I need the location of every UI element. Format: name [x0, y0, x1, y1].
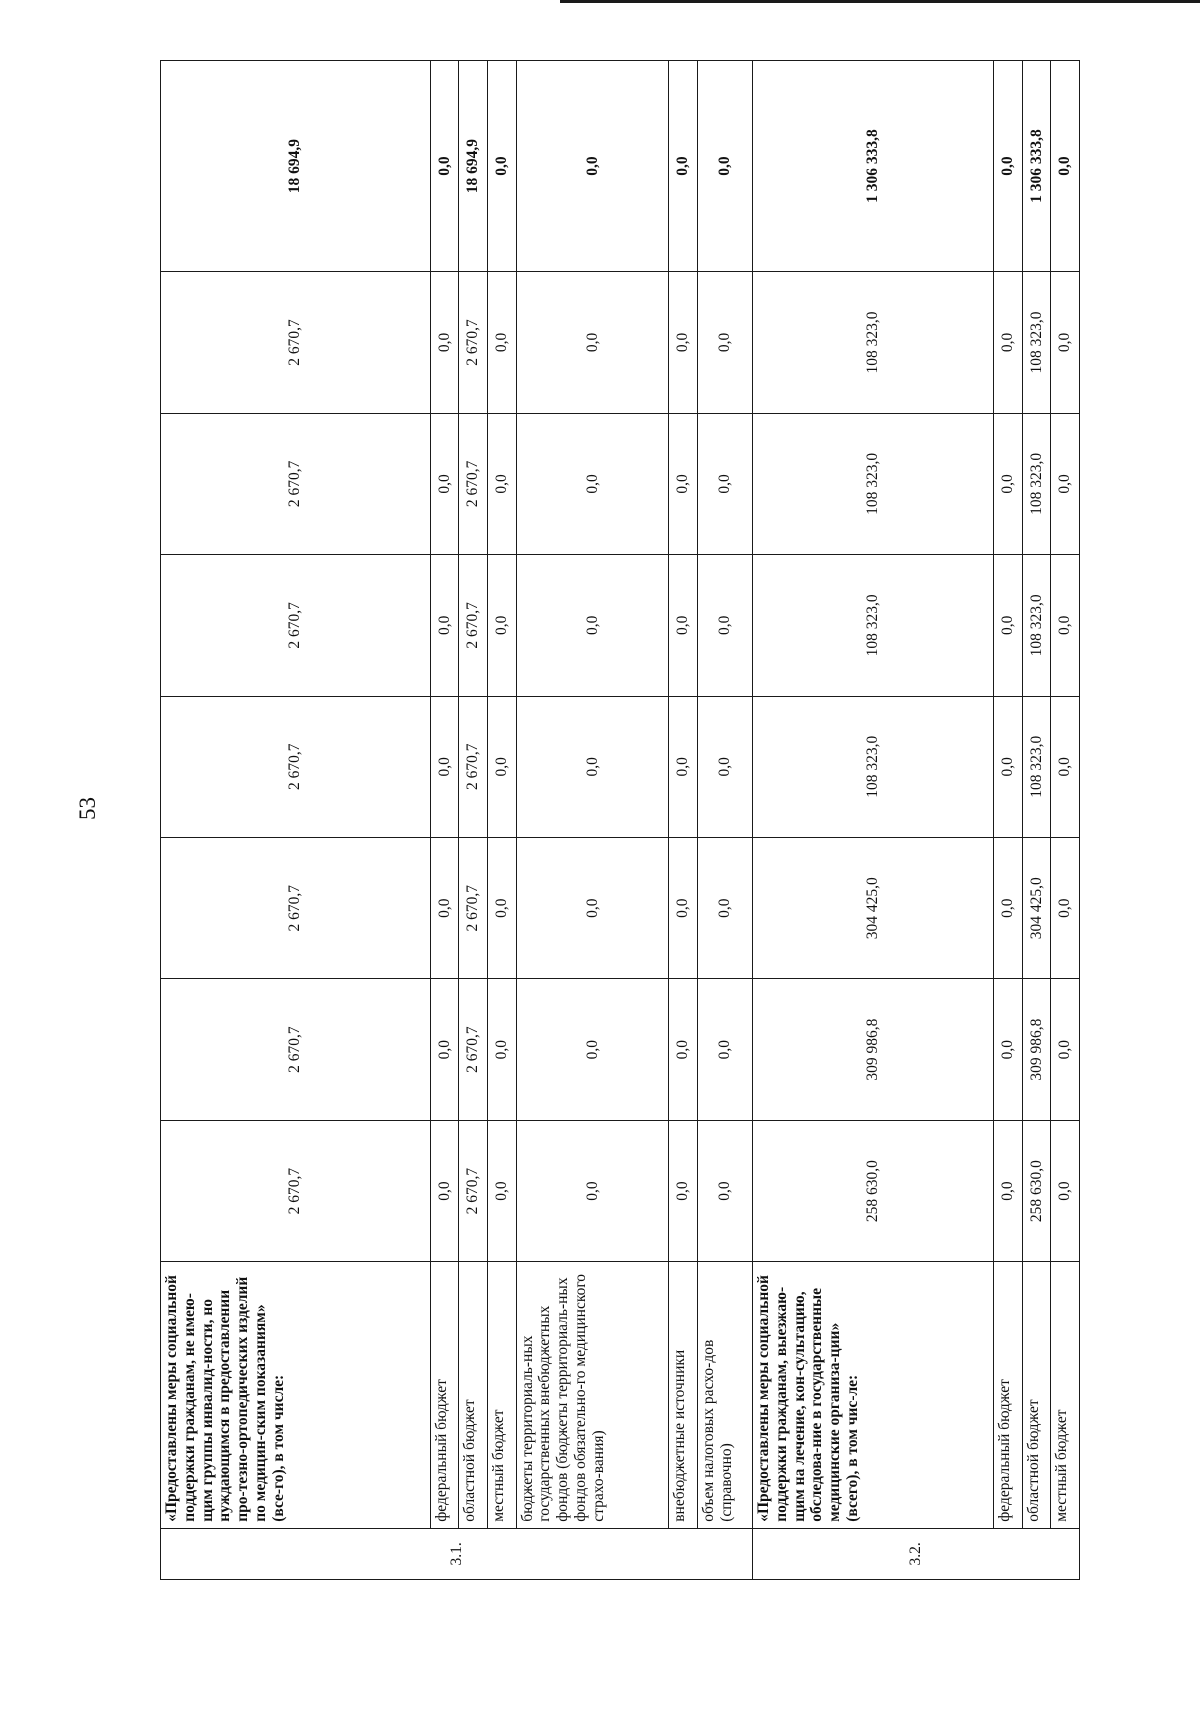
value-cell: 2 670,7: [459, 555, 488, 696]
value-cell: 0,0: [488, 696, 517, 837]
value-cell: 0,0: [698, 1120, 753, 1261]
value-cell: 0,0: [994, 413, 1023, 554]
funding-source-label: местный бюджет: [488, 1262, 517, 1528]
funding-source-row: [488, 61, 517, 1580]
funding-source-row: [459, 61, 488, 1580]
value-cell: 1 306 333,8: [1022, 61, 1051, 272]
funding-source-label: федеральный бюджет: [994, 1262, 1023, 1528]
value-cell: 2 670,7: [161, 979, 431, 1120]
value-cell: 0,0: [488, 1120, 517, 1261]
funding-source-row: [1051, 61, 1080, 1580]
value-cell: 304 425,0: [1022, 837, 1051, 978]
value-cell: 0,0: [994, 61, 1023, 272]
section-row: [161, 61, 431, 1580]
value-cell: 0,0: [698, 61, 753, 272]
value-cell: 2 670,7: [161, 555, 431, 696]
value-cell: 0,0: [430, 696, 459, 837]
value-cell: 18 694,9: [161, 61, 431, 272]
value-cell: 0,0: [669, 979, 698, 1120]
value-cell: 0,0: [698, 413, 753, 554]
value-cell: 0,0: [1051, 61, 1080, 272]
value-cell: 108 323,0: [1022, 696, 1051, 837]
value-cell: 0,0: [430, 1120, 459, 1261]
value-cell: 0,0: [669, 413, 698, 554]
value-cell: 0,0: [516, 61, 669, 272]
value-cell: 0,0: [994, 696, 1023, 837]
value-cell: 0,0: [516, 696, 669, 837]
value-cell: 0,0: [488, 413, 517, 554]
value-cell: 309 986,8: [752, 979, 993, 1120]
funding-source-row: [669, 61, 698, 1580]
budget-table: [160, 60, 1080, 1580]
funding-source-label: объем налоговых расхо-дов (справочно): [698, 1262, 753, 1528]
value-cell: 0,0: [1051, 272, 1080, 413]
value-cell: 0,0: [516, 413, 669, 554]
funding-source-label: областной бюджет: [1022, 1262, 1051, 1528]
value-cell: 0,0: [1051, 696, 1080, 837]
funding-source-label: внебюджетные источники: [669, 1262, 698, 1528]
funding-source-row: [698, 61, 753, 1580]
table-body: [161, 61, 1080, 1580]
value-cell: 108 323,0: [1022, 413, 1051, 554]
value-cell: 304 425,0: [752, 837, 993, 978]
value-cell: 0,0: [994, 979, 1023, 1120]
value-cell: 0,0: [698, 837, 753, 978]
value-cell: 0,0: [698, 272, 753, 413]
value-cell: 0,0: [430, 979, 459, 1120]
value-cell: 0,0: [1051, 413, 1080, 554]
value-cell: 0,0: [669, 61, 698, 272]
value-cell: 2 670,7: [459, 1120, 488, 1261]
top-edge-line: [560, 0, 1200, 3]
value-cell: 0,0: [669, 555, 698, 696]
value-cell: 0,0: [516, 837, 669, 978]
value-cell: 0,0: [430, 272, 459, 413]
value-cell: 108 323,0: [1022, 555, 1051, 696]
value-cell: 0,0: [1051, 837, 1080, 978]
value-cell: 2 670,7: [161, 1120, 431, 1261]
value-cell: 0,0: [430, 555, 459, 696]
section-title: «Предоставлены меры социальной поддержки гражданам, не имею-щим группы инвалид-ности, но нуждающимся в предоставлении про-тезно-ортопедических изделий по медицин-ским показаниям» (все-го), в том числе:: [161, 1262, 431, 1528]
value-cell: 0,0: [698, 696, 753, 837]
value-cell: 0,0: [698, 555, 753, 696]
value-cell: 0,0: [994, 1120, 1023, 1261]
funding-source-row: [1022, 61, 1051, 1580]
value-cell: 0,0: [516, 979, 669, 1120]
value-cell: 258 630,0: [1022, 1120, 1051, 1261]
value-cell: 2 670,7: [459, 837, 488, 978]
value-cell: 2 670,7: [161, 272, 431, 413]
funding-source-label: областной бюджет: [459, 1262, 488, 1528]
value-cell: 0,0: [516, 272, 669, 413]
section-title: «Предоставлены меры социальной поддержки гражданам, выезжаю-щим на лечение, кон-сультацию, обследова-ние в государственные медицинские организа-ции» (всего), в том чис-ле:: [752, 1262, 993, 1528]
value-cell: 0,0: [488, 979, 517, 1120]
rotated-table-wrapper: [160, 60, 1080, 1580]
value-cell: 0,0: [488, 272, 517, 413]
section-index: 3.1.: [161, 1528, 753, 1579]
value-cell: 0,0: [488, 837, 517, 978]
value-cell: 0,0: [430, 413, 459, 554]
value-cell: 0,0: [488, 555, 517, 696]
value-cell: 108 323,0: [752, 272, 993, 413]
value-cell: 0,0: [1051, 1120, 1080, 1261]
value-cell: 0,0: [994, 555, 1023, 696]
value-cell: 2 670,7: [459, 272, 488, 413]
value-cell: 2 670,7: [459, 696, 488, 837]
value-cell: 309 986,8: [1022, 979, 1051, 1120]
value-cell: 2 670,7: [161, 696, 431, 837]
value-cell: 0,0: [516, 1120, 669, 1261]
value-cell: 18 694,9: [459, 61, 488, 272]
value-cell: 2 670,7: [459, 979, 488, 1120]
value-cell: 2 670,7: [161, 413, 431, 554]
value-cell: 0,0: [669, 1120, 698, 1261]
value-cell: 0,0: [669, 837, 698, 978]
funding-source-label: бюджеты территориаль-ных государственных внебюджетных фондов (бюджеты территориаль-ных фондов обязательно-го медицинского страхо-вания): [516, 1262, 669, 1528]
value-cell: 108 323,0: [752, 555, 993, 696]
funding-source-row: [430, 61, 459, 1580]
value-cell: 0,0: [430, 61, 459, 272]
section-row: [752, 61, 993, 1580]
funding-source-label: федеральный бюджет: [430, 1262, 459, 1528]
page-number: 53: [75, 797, 100, 820]
section-index: 3.2.: [752, 1528, 1079, 1579]
value-cell: 0,0: [698, 979, 753, 1120]
value-cell: 108 323,0: [752, 696, 993, 837]
value-cell: 258 630,0: [752, 1120, 993, 1261]
value-cell: 0,0: [994, 272, 1023, 413]
value-cell: 0,0: [1051, 979, 1080, 1120]
value-cell: 0,0: [669, 696, 698, 837]
funding-source-row: [516, 61, 669, 1580]
value-cell: 108 323,0: [1022, 272, 1051, 413]
value-cell: 108 323,0: [752, 413, 993, 554]
value-cell: 0,0: [430, 837, 459, 978]
value-cell: 2 670,7: [459, 413, 488, 554]
value-cell: 1 306 333,8: [752, 61, 993, 272]
value-cell: 0,0: [669, 272, 698, 413]
value-cell: 2 670,7: [161, 837, 431, 978]
funding-source-row: [994, 61, 1023, 1580]
value-cell: 0,0: [1051, 555, 1080, 696]
value-cell: 0,0: [994, 837, 1023, 978]
value-cell: 0,0: [488, 61, 517, 272]
funding-source-label: местный бюджет: [1051, 1262, 1080, 1528]
value-cell: 0,0: [516, 555, 669, 696]
